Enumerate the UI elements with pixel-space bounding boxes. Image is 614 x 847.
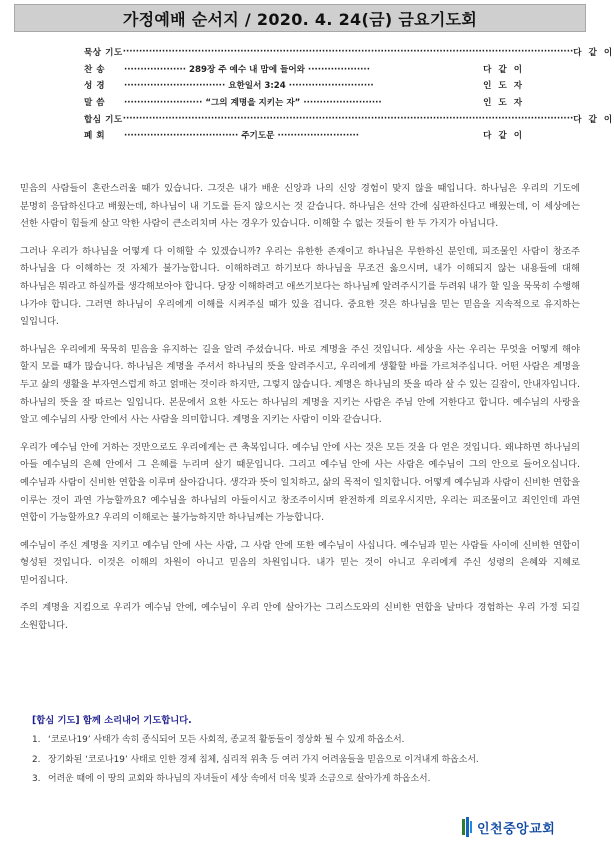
order-label: 찬 송 — [84, 64, 106, 75]
order-leader: 인 도 자 — [483, 81, 524, 92]
order-row — [84, 94, 524, 111]
page-title: 가정예배 순서지 / 2020. 4. 24(금) 금요기도회 — [122, 9, 478, 29]
order-content: ······························· 요한일서 3:24 ·························· — [124, 81, 374, 92]
order-leader: 다 같 이 — [573, 114, 614, 125]
joint-prayer-section — [32, 712, 552, 791]
order-content: ·········································································································································· — [122, 113, 574, 124]
prayer-heading: [합심 기도] 함께 소리내어 기도합니다. — [32, 715, 192, 726]
order-row — [84, 127, 524, 144]
prayer-item — [32, 752, 552, 770]
church-logo-icon — [462, 817, 472, 837]
prayer-number: 3. — [32, 774, 41, 785]
prayer-number: 2. — [32, 754, 41, 765]
order-label: 말 씀 — [84, 98, 106, 109]
order-content: ··································· 주기도문 ························· — [124, 131, 360, 142]
sermon-paragraph: 하나님은 우리에게 묵묵히 믿음을 유지하는 길을 알려 주셨습니다. 바로 계명을 주신 것입니다. 세상을 사는 우리는 무엇을 어떻게 해야 할지 모를 때가 많습니다. 하나님은 계명을 주셔서 하나님의 뜻을 알려주시고, 우리에게 생활할 바를 가르쳐주십니다. 어떤 사람은 계명을 두고 삶의 생활을 부자연스럽게 하고 얽매는 것이라 하지만, 그렇지 않습니다. 계명은 하나님의 뜻을 따라 살 수 있는 길잡이, 안내자입니다. 하나님의 뜻을 잘 따르는 일입니다. 본문에서 요한 사도는 하나님의 계명을 지키는 사람은 주님 안에 거한다고 합니다. 예수님의 사랑을 알고 예수님의 사랑 안에서 사는 사람을 의미합니다. 계명을 지키는 사람이 이와 같습니다. — [20, 343, 580, 426]
order-leader: 다 같 이 — [483, 131, 524, 142]
order-label: 묵상 기도 — [84, 48, 123, 59]
order-leader: 다 같 이 — [573, 48, 614, 59]
prayer-item — [32, 732, 552, 750]
sermon-paragraph: 예수님이 주신 계명을 지키고 예수님 안에 사는 사람, 그 사람 안에 또한 예수님이 사십니다. 예수님과 믿는 사람들 사이에 신비한 연합이 형성된 것입니다. 이것은 이해의 차원이 아니고 믿음의 차원입니다. 내가 믿는 것이 아니고 우리에게 주신 성령의 은혜와 지혜로 믿어집니다. — [20, 539, 580, 586]
prayer-text: 장기화된 ‘코로나19’ 사태로 인한 경제 침체, 심리적 위축 등 여러 가지 어려움들을 믿음으로 이겨내게 하옵소서. — [48, 754, 479, 765]
sermon-paragraph: 주의 계명을 지킴으로 우리가 예수님 안에, 예수님이 우리 안에 살아가는 그리스도와의 신비한 연합을 날마다 경험하는 우리 가정 되길 소원합니다. — [20, 602, 580, 632]
order-label: 합심 기도 — [84, 114, 123, 125]
order-content: ·········································································································································· — [122, 47, 574, 58]
sermon-paragraph: 믿음의 사람들이 혼란스러울 때가 있습니다. 그것은 내가 배운 신앙과 나의 신앙 경험이 맞지 않을 때입니다. 하나님은 우리의 기도에 분명히 응답하신다고 배웠는데, 하나님이 내 기도를 듣지 않으시는 것 같습니다. 하나님은 선악 간에 심판하신다고 배웠는데, 이 세상에는 선한 사람이 힘들게 살고 악한 사람이 큰소리치며 사는 경우가 있습니다. 이해할 수 없는 것들이 한 두 가지가 아닙니다. — [20, 183, 580, 230]
church-logo — [462, 816, 555, 838]
sermon-body — [20, 180, 580, 645]
prayer-item — [32, 771, 552, 789]
worship-order — [84, 44, 614, 144]
order-label: 성 경 — [84, 81, 106, 92]
order-row — [84, 61, 524, 78]
order-leader: 다 같 이 — [483, 64, 524, 75]
title-bar — [14, 4, 586, 32]
order-content: ························ “그의 계명을 지키는 자” ························ — [124, 98, 382, 109]
order-label: 폐 회 — [84, 131, 106, 142]
order-content: ··················· 289장 주 예수 내 맘에 들어와 ··················· — [124, 64, 370, 75]
prayer-list — [32, 732, 552, 789]
church-name: 인천중앙교회 — [477, 821, 556, 837]
sermon-paragraph: 우리가 예수님 안에 거하는 것만으로도 우리에게는 큰 축복입니다. 예수님 안에 사는 것은 모든 것을 다 얻은 것입니다. 왜냐하면 하나님의 아들 예수님의 은혜 안에서 그 은혜를 누리며 살기 때문입니다. 그리고 예수님 안에 사는 사람은 예수님이 그의 안으로 들어오십니다. 예수님과 사람이 신비한 연합을 이루며 살아갑니다. 생각과 뜻이 일치하고, 삶의 목적이 일치합니다. 어떻게 예수님과 사람이 신비한 연합을 이루는 것이 과연 가능할까요? 예수님을 하나님의 아들이시고 창조주이시며 완전하게 의로우시지만, 우리는 피조물이고 죄인인데 과연 연합이 가능할까요? 우리의 이해로는 불가능하지만 하나님께는 가능합니다. — [20, 441, 580, 524]
order-row — [84, 44, 614, 61]
order-row — [84, 110, 614, 127]
order-row — [84, 77, 524, 94]
order-leader: 인 도 자 — [483, 98, 524, 109]
sermon-paragraph: 그러나 우리가 하나님을 어떻게 다 이해할 수 있겠습니까? 우리는 유한한 존재이고 하나님은 무한하신 분인데, 피조물인 사람이 창조주 하나님을 다 이해하는 것 자체가 불가능합니다. 이해하려고 하기보다 하나님을 무조건 옳으시며, 내가 이해되지 않는 내용들에 대해 하나님은 뭐라고 하실까를 생각해보아야 합니다. 당장 이해하려고 애쓰기보다는 하나님께 알려주시기를 두려워 내가 할 일을 묵묵히 수행해 나가야 합니다. 그러면 하나님이 우리에게 이해를 시켜주실 때가 있을 겁니다. 중요한 것은 하나님을 믿는 믿음을 지속적으로 유지하는 일입니다. — [20, 245, 580, 328]
prayer-text: ‘코로나19’ 사태가 속히 종식되어 모든 사회적, 종교적 활동들이 정상화 될 수 있게 하옵소서. — [48, 735, 405, 745]
prayer-text: 어려운 때에 이 땅의 교회와 하나님의 자녀들이 세상 속에서 더욱 빛과 소금으로 살아가게 하옵소서. — [48, 774, 431, 785]
prayer-number: 1. — [32, 735, 41, 745]
